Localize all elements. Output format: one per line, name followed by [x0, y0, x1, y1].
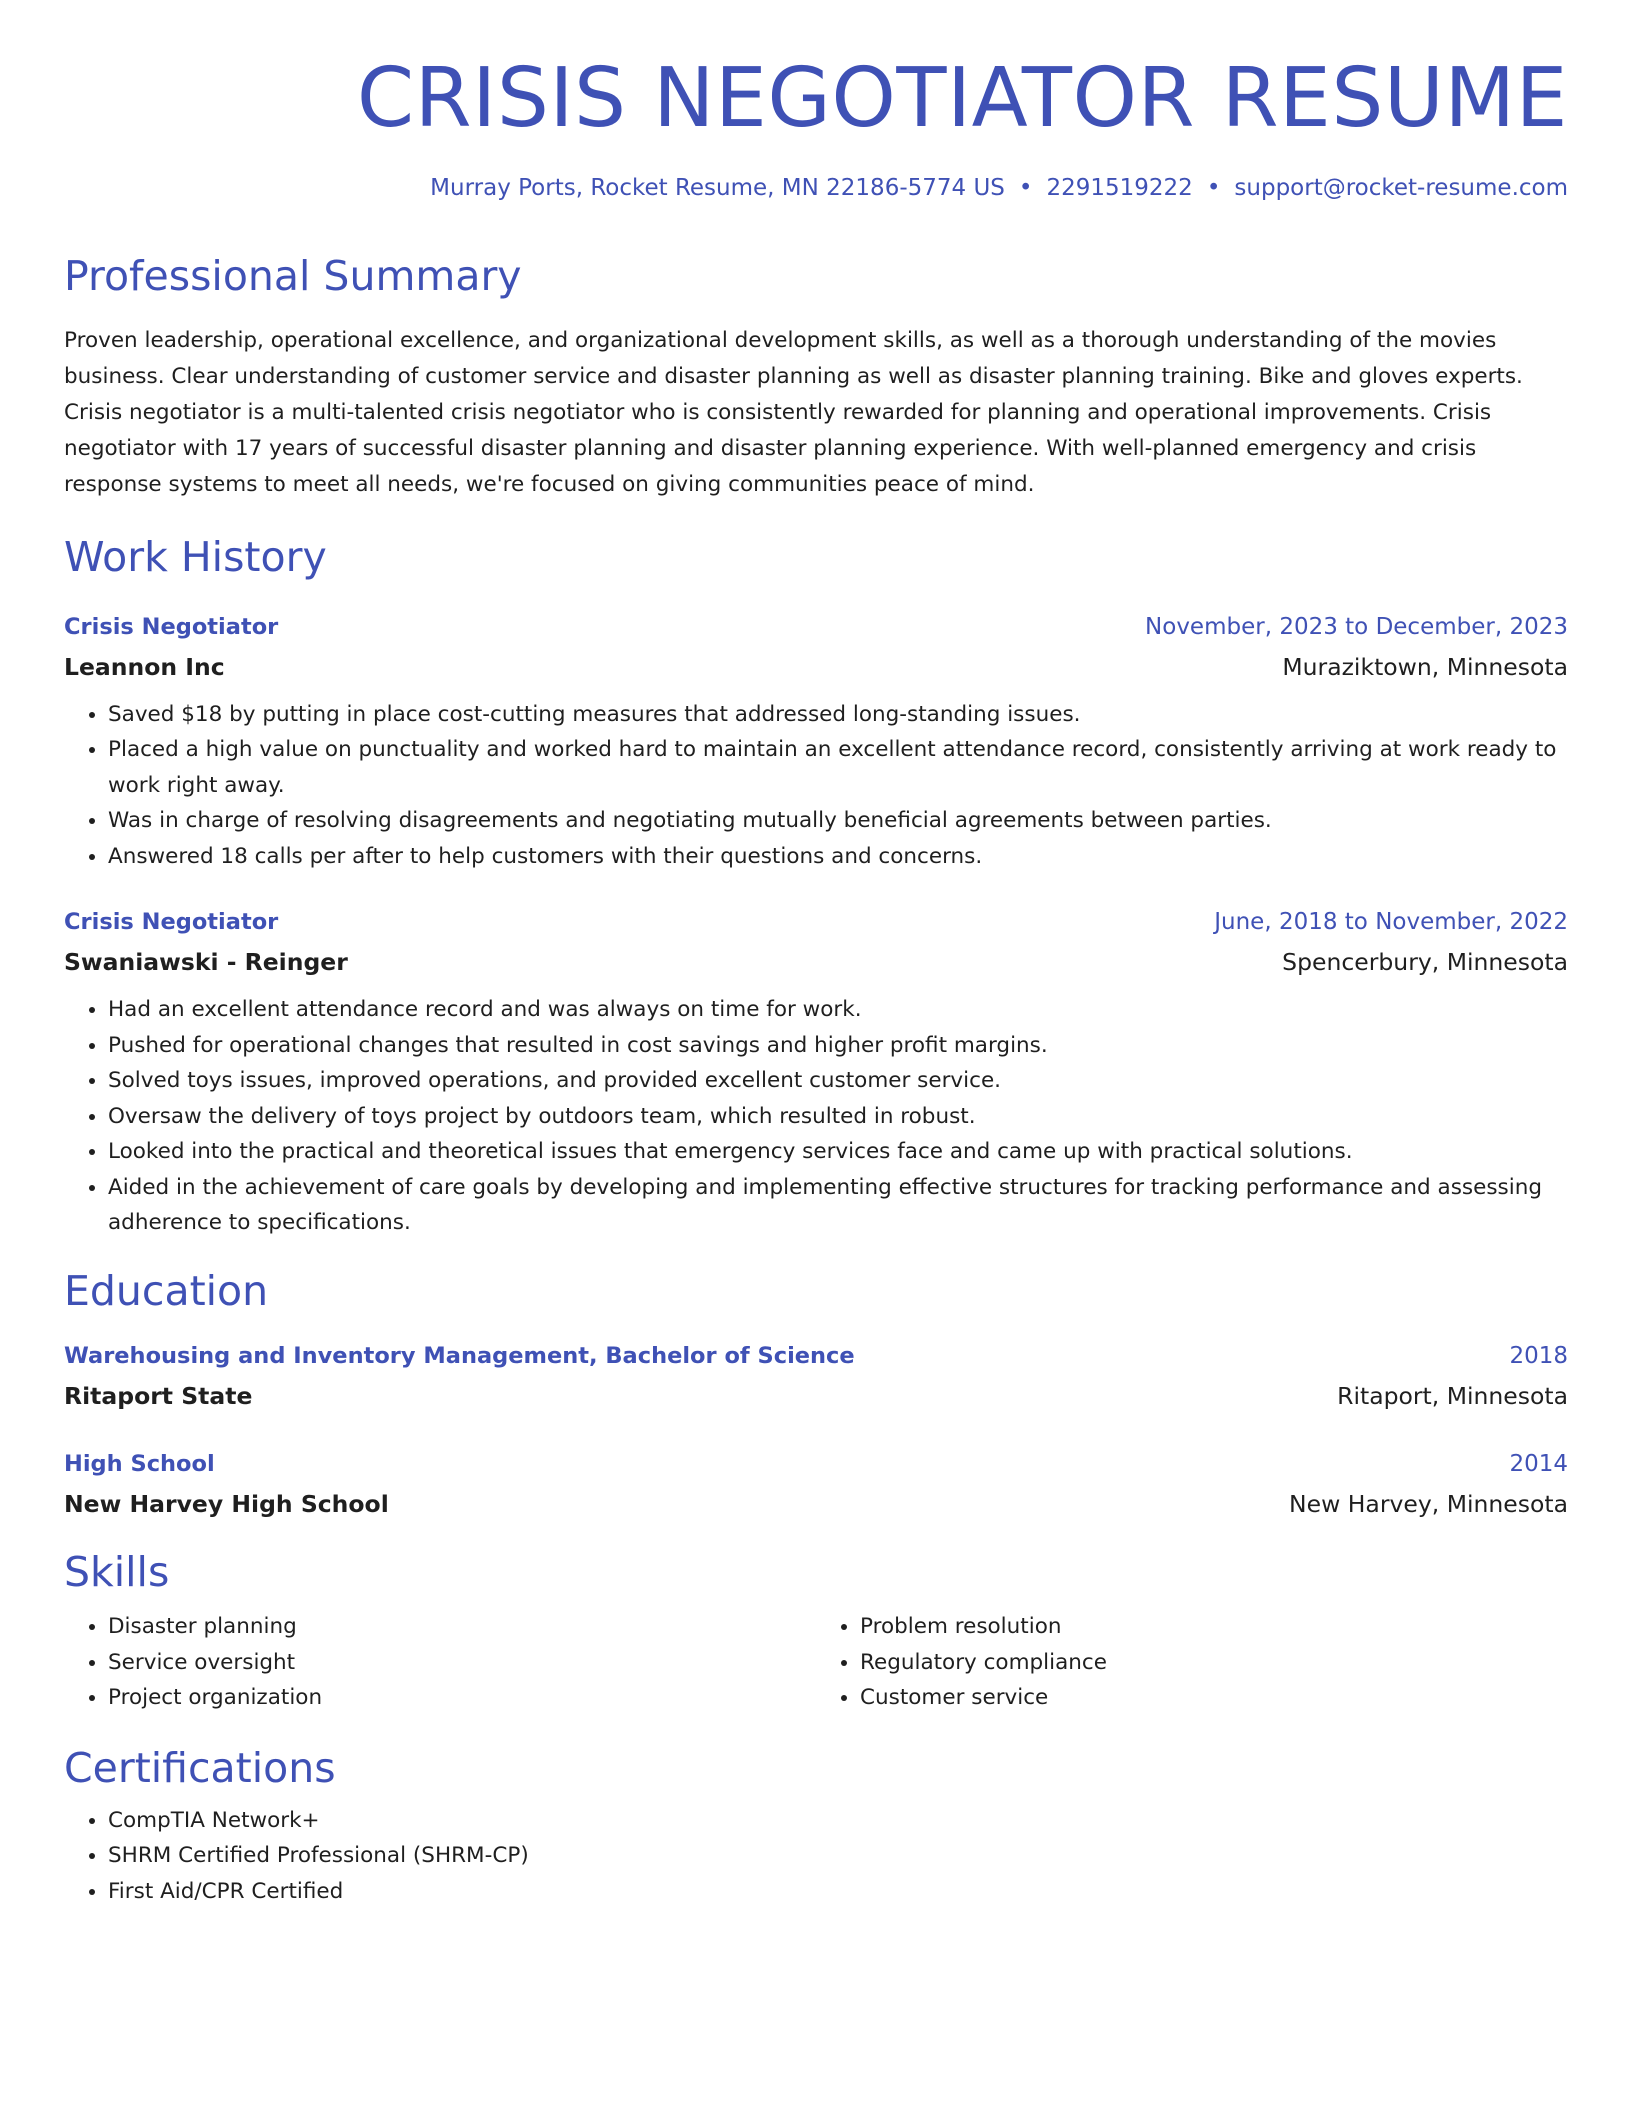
- job-title: Crisis Negotiator: [64, 909, 279, 936]
- skills-list: [816, 1609, 1568, 1716]
- job-bullet: • Answered 18 calls per after to help customers with their questions and concerns.: [108, 839, 1568, 875]
- job-entry: [64, 607, 1568, 875]
- certification-item: • SHRM Certified Professional (SHRM-CP): [108, 1838, 1568, 1874]
- job-title-row: [64, 607, 1568, 647]
- job-bullet: • Aided in the achievement of care goals by developing and implementing effective structures for tracking performance and assessing adherence to specifications.: [108, 1170, 1568, 1241]
- education-entry: [64, 1444, 1568, 1524]
- certifications-list: [64, 1803, 1568, 1910]
- skill-item: • Project organization: [108, 1680, 816, 1716]
- job-dates: November, 2023 to December, 2023: [1145, 613, 1568, 640]
- education-degree-row: [64, 1444, 1568, 1484]
- contact-line: [64, 174, 1568, 204]
- job-company-row: [64, 942, 1568, 982]
- job-bullet: • Looked into the practical and theoretical issues that emergency services face and came up with practical solutions.: [108, 1134, 1568, 1170]
- education-school-row: [64, 1484, 1568, 1524]
- education-degree: Warehousing and Inventory Management, Bachelor of Science: [64, 1342, 855, 1369]
- resume-title: CRISIS NEGOTIATOR RESUME: [356, 51, 1568, 146]
- contact-address: Murray Ports, Rocket Resume, MN 22186-5774 US: [430, 175, 1005, 202]
- skills-list: [64, 1609, 816, 1716]
- job-bullets: [64, 697, 1568, 875]
- job-bullet: • Was in charge of resolving disagreements and negotiating mutually beneficial agreements between parties.: [108, 803, 1568, 839]
- education-school: New Harvey High School: [64, 1489, 389, 1518]
- summary-heading: Professional Summary: [64, 252, 522, 301]
- skills-grid: [64, 1609, 1568, 1716]
- education-year: 2014: [1509, 1450, 1568, 1477]
- skill-item: • Service oversight: [108, 1645, 816, 1681]
- job-bullets: [64, 992, 1568, 1241]
- job-bullet: • Solved toys issues, improved operations, and provided excellent customer service.: [108, 1063, 1568, 1099]
- work-history-heading: Work History: [64, 533, 327, 582]
- education-year: 2018: [1509, 1342, 1568, 1369]
- contact-phone: 2291519222: [1046, 175, 1193, 202]
- contact-email: support@rocket-resume.com: [1234, 175, 1568, 202]
- job-bullet: • Had an excellent attendance record and was always on time for work.: [108, 992, 1568, 1028]
- education-school: Ritaport State: [64, 1381, 253, 1410]
- skill-item: • Customer service: [860, 1680, 1568, 1716]
- certification-item: • CompTIA Network+: [108, 1803, 1568, 1839]
- certifications-heading: Certifications: [64, 1743, 336, 1792]
- job-bullet: • Oversaw the delivery of toys project by outdoors team, which resulted in robust.: [108, 1099, 1568, 1135]
- education-entry: [64, 1336, 1568, 1416]
- job-entry: [64, 902, 1568, 1241]
- skills-column-left: [64, 1609, 816, 1716]
- contact-separator: •: [1018, 175, 1033, 202]
- skill-item: • Disaster planning: [108, 1609, 816, 1645]
- skills-heading: Skills: [64, 1547, 170, 1596]
- job-bullet: • Saved $18 by putting in place cost-cutting measures that addressed long-standing issues.: [108, 697, 1568, 733]
- education-degree-row: [64, 1336, 1568, 1376]
- education-location: Ritaport, Minnesota: [1337, 1381, 1568, 1410]
- skills-column-right: [816, 1609, 1568, 1716]
- job-company: Swaniawski - Reinger: [64, 948, 348, 977]
- skill-item: • Problem resolution: [860, 1609, 1568, 1645]
- job-company: Leannon Inc: [64, 652, 225, 681]
- certification-item: • First Aid/CPR Certified: [108, 1874, 1568, 1910]
- resume-header: [64, 50, 1568, 204]
- education-degree: High School: [64, 1450, 215, 1477]
- job-title-row: [64, 902, 1568, 942]
- summary-text: Proven leadership, operational excellence, and organizational development skills, as well as a thorough understanding of the movies business. Clear understanding of customer service and disaster planning as well as disaster planning training. Bike and gloves experts. Crisis negotiator is a multi-talented crisis negotiator who is consistently rewarded for planning and operational improvements. Crisis negotiator with 17 years of successful disaster planning and disaster planning experience. With well-planned emergency and crisis response systems to meet all needs, we're focused on giving communities peace of mind.: [64, 328, 1523, 498]
- job-company-row: [64, 647, 1568, 687]
- education-school-row: [64, 1376, 1568, 1416]
- job-bullet: • Pushed for operational changes that resulted in cost savings and higher profit margins.: [108, 1028, 1568, 1064]
- job-title: Crisis Negotiator: [64, 613, 279, 640]
- education-heading: Education: [64, 1266, 269, 1315]
- education-location: New Harvey, Minnesota: [1289, 1489, 1568, 1518]
- job-bullet: • Placed a high value on punctuality and worked hard to maintain an excellent attendance record, consistently arriving at work ready to work right away.: [108, 732, 1568, 803]
- skill-item: • Regulatory compliance: [860, 1645, 1568, 1681]
- job-location: Muraziktown, Minnesota: [1282, 652, 1568, 681]
- job-dates: June, 2018 to November, 2022: [1214, 909, 1568, 936]
- contact-separator: •: [1206, 175, 1221, 202]
- job-location: Spencerbury, Minnesota: [1282, 948, 1568, 977]
